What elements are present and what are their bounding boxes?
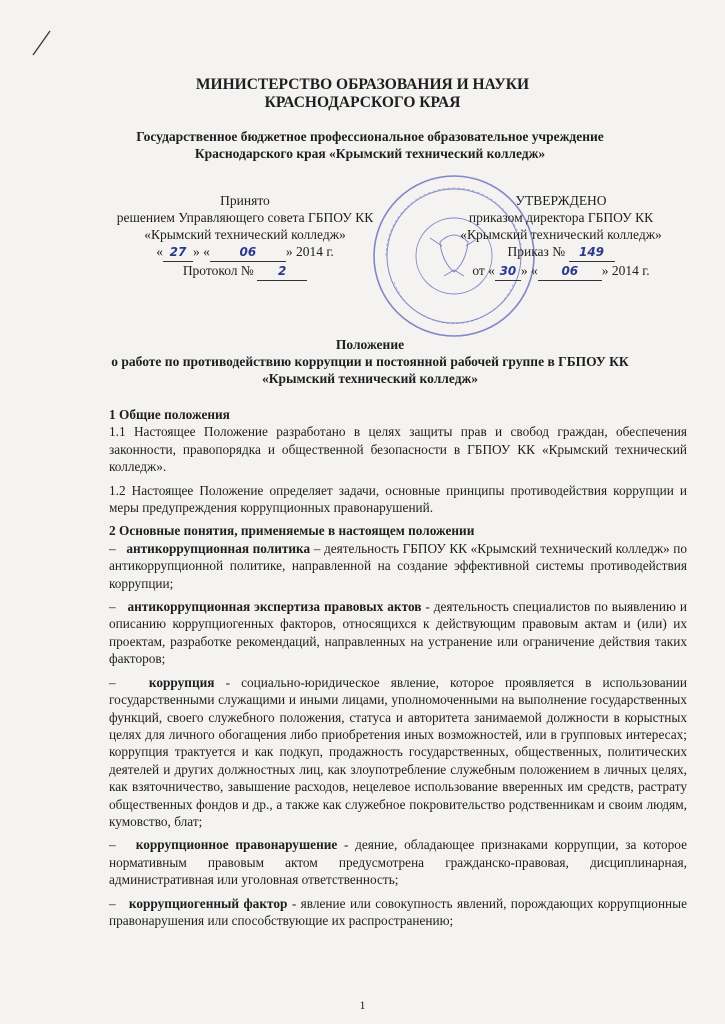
pen-stroke-mark [30, 28, 54, 58]
definition-text: - социально-юридическое явление, которое проявляется в использовании государственными служащими и иными лицами, уполномоченными на выполнение государственных функций, своего служебного положения, статуса и авторитета занимаемой должности в корыстных целях для личного обогащения либо приобретения иных возможностей, или в групповых интересах; коррупция трактуется и как подкуп, продажность государственных, общественных, политических деятелей и других должностных лиц, как злоупотребление служебным положением в личных целях, как взяточничество, завышение расходов, нецелевое использование вверенных им средств, растрату общественных фондов и др., а также как служебное покровительство родственникам и своим людям, кумовство, блат; [109, 674, 687, 829]
approved-block [436, 192, 686, 281]
ministry-header [0, 76, 725, 112]
ministry-line-1: МИНИСТЕРСТВО ОБРАЗОВАНИЯ И НАУКИ [195, 76, 530, 93]
paragraph-1-2: 1.2 Настоящее Положение определяет задачи, основные принципы противодействия коррупции и меры предупреждения коррупционных правонарушений. [109, 482, 687, 516]
definition-item: – коррупциогенный фактор - явление или совокупность явлений, порождающих коррупционные правонарушения или способствующие их распространению; [109, 895, 688, 928]
definition-term: антикоррупционная экспертиза правовых актов [127, 599, 422, 615]
definition-term: коррупция [148, 674, 215, 690]
definition-term: антикоррупционная политика [126, 540, 311, 556]
definition-term: коррупционное правонарушение [135, 837, 338, 853]
approved-day-handwritten: 30 [495, 263, 521, 281]
section-1-heading: 1 Общие положения [109, 407, 230, 422]
accepted-decision: решением Управляющего совета ГБПОУ КК [116, 210, 374, 225]
institution-header [60, 128, 680, 162]
approved-order-number: Приказ № 149 [436, 243, 686, 262]
accepted-month-handwritten: 06 [210, 244, 286, 262]
section-2-heading: 2 Основные понятия, применяемые в настоящем положении [109, 523, 475, 539]
document-body [109, 406, 687, 935]
accepted-day-handwritten: 27 [163, 244, 193, 262]
order-number-handwritten: 149 [569, 244, 615, 262]
title-line-1: Положение [335, 337, 405, 352]
protocol-number-handwritten: 2 [257, 263, 307, 281]
approved-label: УТВЕРЖДЕНО [515, 193, 607, 208]
approved-date: от « 30 » « 06 » 2014 г. [436, 262, 686, 281]
accepted-block [100, 192, 390, 281]
institution-line-1: Государственное бюджетное профессиональное образовательное учреждение [136, 129, 604, 144]
definition-text: – деятельность ГБПОУ КК «Крымский технический колледж» по антикоррупционной политике, направленной на создание эффективной системы противодействия коррупции; [109, 540, 687, 591]
approved-month-handwritten: 06 [538, 263, 602, 281]
accepted-label: Принято [220, 193, 270, 208]
document-title [60, 336, 680, 387]
approved-order: приказом директора ГБПОУ КК [468, 210, 654, 225]
definition-item: – коррупция - социально-юридическое явление, которое проявляется в использовании государственными служащими и иными лицами, уполномоченными на выполнение государственных функций, своего служебного положения, статуса и авторитета занимаемой должности в корыстных целях для личного обогащения либо приобретения иных возможностей, или в групповых интересах; коррупция трактуется и как подкуп, продажность государственных, общественных, политических деятелей и других должностных лиц, как злоупотребление служебным положением в личных целях, как взяточничество, завышение расходов, нецелевое использование вверенных им средств, растрату общественных фондов и др., а также как служебное покровительство родственникам и своим людям, кумовство, блат; [109, 674, 687, 829]
accepted-date: « 27 » « 06 » 2014 г. [100, 243, 390, 262]
definition-text: - явление или совокупность явлений, порождающих коррупционные правонарушения или способствующие их распространению; [109, 895, 688, 928]
page-number: 1 [359, 998, 366, 1012]
definition-term: коррупциогенный фактор [128, 895, 288, 911]
ministry-line-2: КРАСНОДАРСКОГО КРАЯ [264, 94, 461, 111]
institution-line-2: Краснодарского края «Крымский технический колледж» [194, 146, 546, 161]
definition-item: – антикоррупционная экспертиза правовых актов - деятельность специалистов по выявлению и описанию коррупциогенных факторов, относящихся к действующим правовым актам и (или) их проектам, разработке рекомендаций, направленных на устранение или ограничение действия таких факторов; [109, 599, 688, 667]
title-line-2: о работе по противодействию коррупции и постоянной рабочей группе в ГБПОУ КК [111, 354, 629, 369]
accepted-college: «Крымский технический колледж» [144, 227, 346, 242]
definition-item: – коррупционное правонарушение - деяние, обладающее признаками коррупции, за которое нормативным правовым актом предусмотрена гражданско-правовая, дисциплинарная, административная или уголовная ответственность; [109, 837, 687, 888]
definition-item: – антикоррупционная политика – деятельность ГБПОУ КК «Крымский технический колледж» по антикоррупционной политике, направленной на создание эффективной системы противодействия коррупции; [109, 540, 687, 591]
approved-college: «Крымский технический колледж» [460, 227, 662, 242]
paragraph-1-1: 1.1 Настоящее Положение разработано в целях защиты прав и свобод граждан, обеспечения законности, правопорядка и общественной безопасности в ГБПОУ КК «Крымский технический колледж». [109, 424, 687, 475]
title-line-3: «Крымский технический колледж» [261, 371, 479, 386]
definition-text: - деятельность специалистов по выявлению и описанию коррупциогенных факторов, относящихся к действующим правовым актам и (или) их проектам, разработке рекомендаций, направленных на устранение или ограничение действия таких факторов; [109, 599, 688, 667]
definition-text: - деяние, обладающее признаками коррупции, за которое нормативным правовым актом предусмотрена гражданско-правовая, дисциплинарная, административная или уголовная ответственность; [109, 837, 687, 888]
accepted-protocol: Протокол № 2 [100, 262, 390, 281]
